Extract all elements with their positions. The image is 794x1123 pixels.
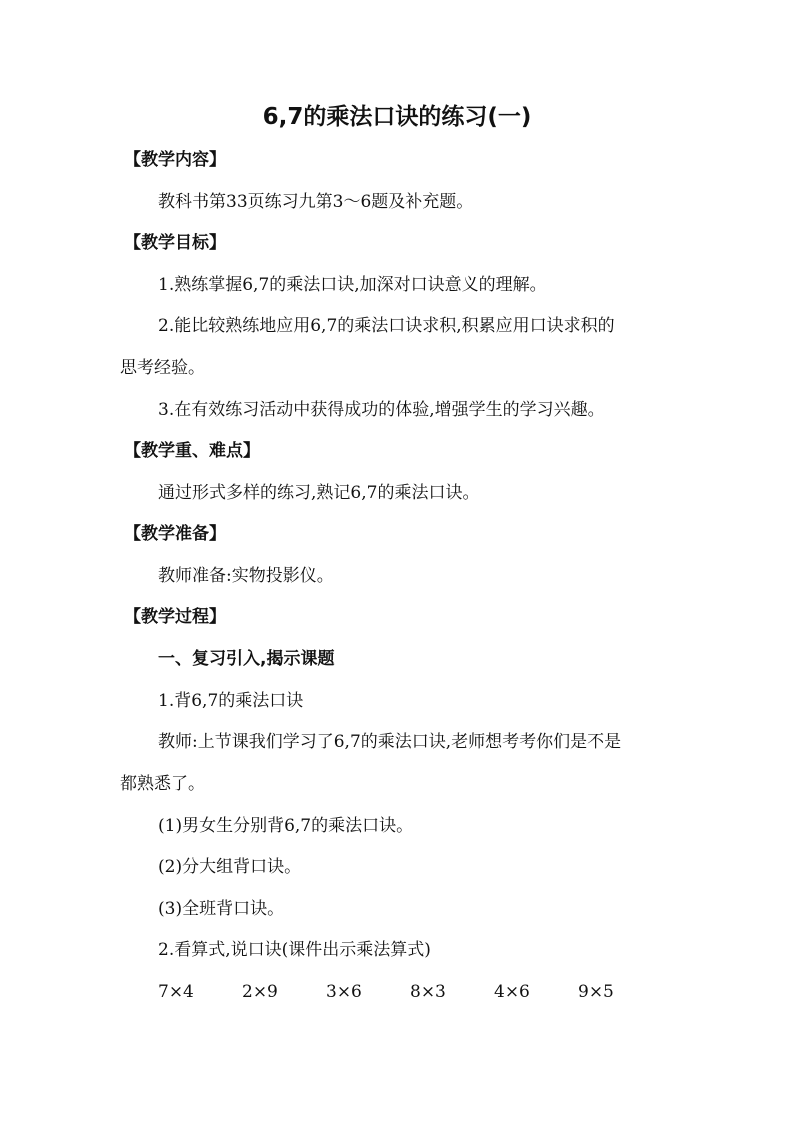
formula-item: 2×9 (242, 982, 278, 1002)
formula-item: 3×6 (326, 982, 362, 1002)
key-points-text: 通过形式多样的练习,熟记6,7的乘法口诀。 (158, 483, 480, 503)
section-heading-key-points: 【教学重、难点】 (124, 441, 260, 461)
section-heading-process: 【教学过程】 (124, 607, 226, 627)
preparation-text: 教师准备:实物投影仪。 (158, 566, 334, 586)
formula-item: 7×4 (158, 982, 194, 1002)
formula-item: 8×3 (410, 982, 446, 1002)
goal-1-text: 1.熟练掌握6,7的乘法口诀,加深对口诀意义的理解。 (158, 275, 547, 295)
formula-item: 4×6 (494, 982, 530, 1002)
formula-row (158, 978, 662, 1006)
teacher-text-line2: 都熟悉了。 (120, 774, 205, 794)
part-one-heading: 一、复习引入,揭示课题 (158, 649, 335, 669)
page-title: 6,7的乘法口诀的练习(一) (262, 104, 532, 130)
section-heading-goals: 【教学目标】 (124, 233, 226, 253)
step-1-text: 1.背6,7的乘法口诀 (158, 691, 304, 711)
teacher-text-line1: 教师:上节课我们学习了6,7的乘法口诀,老师想考考你们是不是 (158, 732, 622, 752)
goal-2-text-line1: 2.能比较熟练地应用6,7的乘法口诀求积,积累应用口诀求积的 (158, 316, 615, 336)
content-text: 教科书第33页练习九第3～6题及补充题。 (158, 192, 474, 212)
section-heading-content: 【教学内容】 (124, 150, 226, 170)
goal-2-text-line2: 思考经验。 (120, 358, 205, 378)
goal-3-text: 3.在有效练习活动中获得成功的体验,增强学生的学习兴趣。 (158, 400, 605, 420)
sub-item-2: (2)分大组背口诀。 (158, 857, 302, 877)
sub-item-1: (1)男女生分别背6,7的乘法口诀。 (158, 816, 414, 836)
step-2-text: 2.看算式,说口诀(课件出示乘法算式) (158, 940, 431, 960)
sub-item-3: (3)全班背口诀。 (158, 899, 285, 919)
formula-item: 9×5 (578, 982, 614, 1002)
section-heading-preparation: 【教学准备】 (124, 524, 226, 544)
